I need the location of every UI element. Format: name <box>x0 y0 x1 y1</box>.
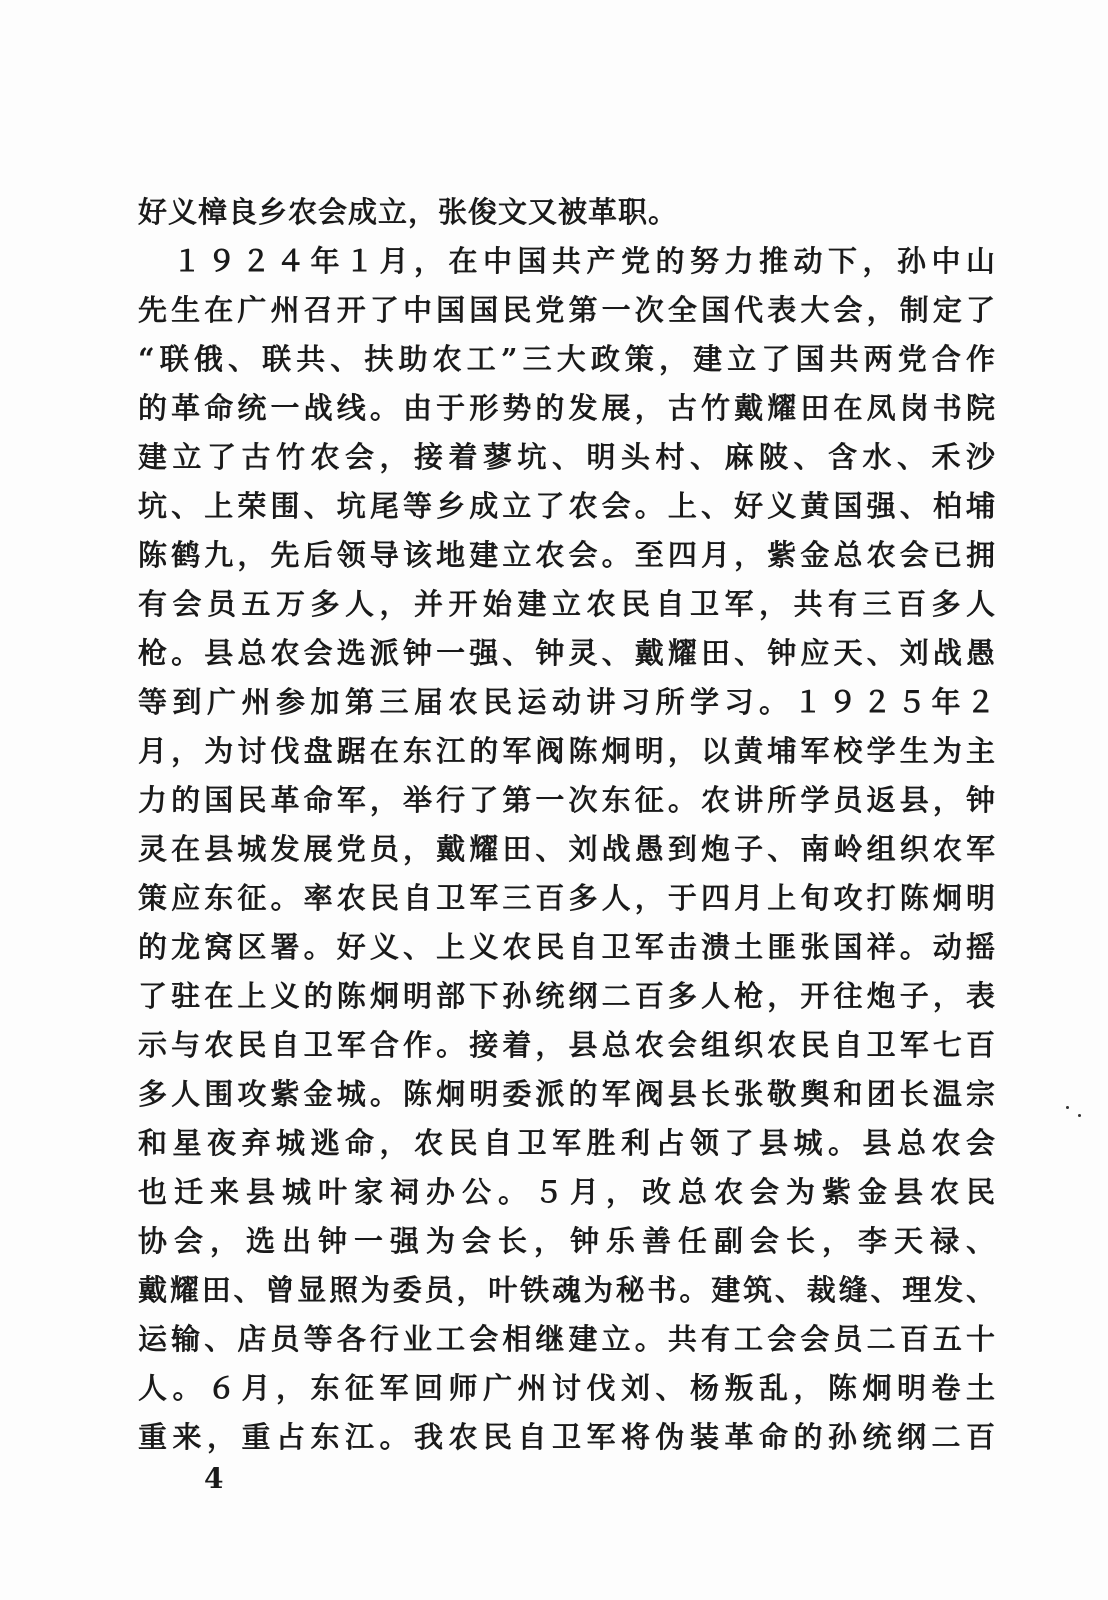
scan-speck <box>1066 1106 1069 1109</box>
text-line-14: 灵在县城发展党员，戴耀田、刘战愚到炮子、南岭组织农军 <box>138 832 996 866</box>
text-line-7: 坑、上荣围、坑尾等乡成立了农会。上、好义黄国强、柏埔 <box>138 489 996 523</box>
text-line-15: 策应东征。率农民自卫军三百多人，于四月上旬攻打陈炯明 <box>138 881 996 915</box>
text-line-26: 重来，重占东江。我农民自卫军将伪装革命的孙统纲二百 <box>138 1420 996 1454</box>
text-line-23: 戴耀田、曾显照为委员，叶铁魂为秘书。建筑、裁缝、理发、 <box>138 1273 996 1307</box>
body-text <box>138 188 996 1462</box>
scan-speck <box>1078 1114 1081 1117</box>
text-line-10: 枪。县总农会选派钟一强、钟灵、戴耀田、钟应天、刘战愚 <box>138 636 996 670</box>
page-number: 4 <box>204 1462 224 1495</box>
text-line-22: 协会，选出钟一强为会长，钟乐善任副会长，李天禄、 <box>138 1224 996 1258</box>
text-line-8: 陈鹤九，先后领导该地建立农会。至四月，紫金总农会已拥 <box>138 538 996 572</box>
text-line-12: 月，为讨伐盘踞在东江的军阀陈炯明，以黄埔军校学生为主 <box>138 734 996 768</box>
text-line-4: “联俄、联共、扶助农工”三大政策，建立了国共两党合作 <box>138 342 996 376</box>
text-line-17: 了驻在上义的陈炯明部下孙统纲二百多人枪，开往炮子，表 <box>138 979 996 1013</box>
text-line-3: 先生在广州召开了中国国民党第一次全国代表大会，制定了 <box>138 293 996 327</box>
text-line-25: 人。６月，东征军回师广州讨伐刘、杨叛乱，陈炯明卷土 <box>138 1371 996 1405</box>
text-line-11: 等到广州参加第三届农民运动讲习所学习。１９２５年２ <box>138 685 996 719</box>
text-line-24: 运输、店员等各行业工会相继建立。共有工会会员二百五十 <box>138 1322 996 1356</box>
text-line-19: 多人围攻紫金城。陈炯明委派的军阀县长张敬舆和团长温宗 <box>138 1077 996 1111</box>
text-line-9: 有会员五万多人，并开始建立农民自卫军，共有三百多人 <box>138 587 996 621</box>
text-line-6: 建立了古竹农会，接着蓼坑、明头村、麻陂、含水、禾沙 <box>138 440 996 474</box>
text-line-2: １９２４年１月，在中国共产党的努力推动下，孙中山 <box>138 244 996 278</box>
text-line-5: 的革命统一战线。由于形势的发展，古竹戴耀田在凤岗书院 <box>138 391 996 425</box>
text-line-1: 好义樟良乡农会成立，张俊文又被革职。 <box>138 195 679 229</box>
text-line-20: 和星夜弃城逃命，农民自卫军胜利占领了县城。县总农会 <box>138 1126 996 1160</box>
text-line-16: 的龙窝区署。好义、上义农民自卫军击溃土匪张国祥。动摇 <box>138 930 996 964</box>
text-line-13: 力的国民革命军，举行了第一次东征。农讲所学员返县，钟 <box>138 783 996 817</box>
text-line-18: 示与农民自卫军合作。接着，县总农会组织农民自卫军七百 <box>138 1028 996 1062</box>
text-line-21: 也迁来县城叶家祠办公。５月，改总农会为紫金县农民 <box>138 1175 996 1209</box>
